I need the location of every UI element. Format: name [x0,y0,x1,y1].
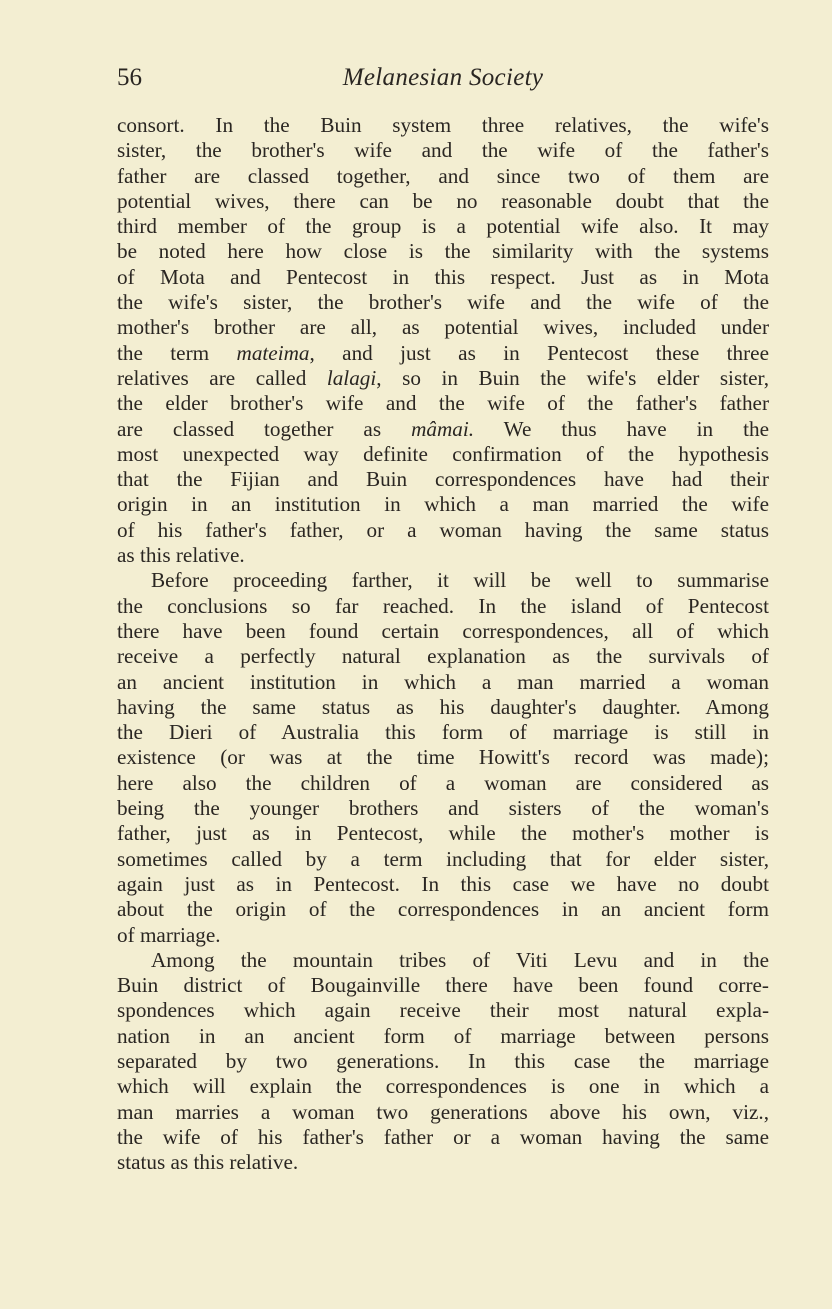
text-line: about the origin of the correspondences in an ancient form [117,897,769,922]
text-line: nation in an ancient form of marriage between persons [117,1023,769,1048]
text-line: potential wives, there can be no reasonable doubt that the [117,188,769,213]
text-line: of his father's father, or a woman having the same status [117,517,769,542]
text-line: of marriage. [117,922,221,947]
text-line: sister, the brother's wife and the wife of the father's [117,138,769,163]
text-line: sometimes called by a term including that for elder sister, [117,846,769,871]
text-line: which will explain the correspondences is one in which a [117,1074,769,1099]
text-line: the term mateima, and just as in Pentecost these three [117,340,769,365]
page-number: 56 [117,64,142,91]
text-line: mother's brother are all, as potential wives, included under [117,315,769,340]
text-line: as this relative. [117,543,245,568]
text-line: be noted here how close is the similarity with the systems [117,239,769,264]
text-line: separated by two generations. In this case the marriage [117,1048,769,1073]
page-header [117,62,769,94]
text-line: having the same status as his daughter's daughter. Among [117,694,769,719]
text-line: spondences which again receive their most natural expla- [117,998,769,1023]
text-line: Buin district of Bougainville there have been found corre- [117,973,769,998]
text-line: here also the children of a woman are considered as [117,770,769,795]
text-line: the Dieri of Australia this form of marriage is still in [117,720,769,745]
text-line: receive a perfectly natural explanation as the survivals of [117,644,769,669]
text-line: third member of the group is a potential wife also. It may [117,214,769,239]
text-line: again just as in Pentecost. In this case we have no doubt [117,871,769,896]
paragraph-1 [117,113,769,568]
text-line: being the younger brothers and sisters of the woman's [117,796,769,821]
text-line: father are classed together, and since two of them are [117,163,769,188]
text-line: the conclusions so far reached. In the island of Pentecost [117,593,769,618]
text-line: are classed together as mâmai. We thus have in the [117,416,769,441]
text-line: there have been found certain correspondences, all of which [117,618,769,643]
text-line: relatives are called lalagi, so in Buin the wife's elder sister, [117,365,769,390]
text-line: the elder brother's wife and the wife of the father's father [117,391,769,416]
text-line: an ancient institution in which a man married a woman [117,669,769,694]
body-text [117,113,769,1175]
text-line: existence (or was at the time Howitt's record was made); [117,745,769,770]
text-line: father, just as in Pentecost, while the mother's mother is [117,821,769,846]
text-line: most unexpected way definite confirmation of the hypothesis [117,441,769,466]
text-line: Among the mountain tribes of Viti Levu and in the [151,947,769,972]
text-line: man marries a woman two generations above his own, viz., [117,1099,769,1124]
text-line: the wife of his father's father or a woman having the same [117,1124,769,1149]
text-line: that the Fijian and Buin correspondences have had their [117,467,769,492]
text-line: of Mota and Pentecost in this respect. Just as in Mota [117,264,769,289]
text-line: Before proceeding farther, it will be well to summarise [151,568,769,593]
paragraph-3 [117,948,769,1176]
text-line: origin in an institution in which a man married the wife [117,492,769,517]
text-line: consort. In the Buin system three relatives, the wife's [117,113,769,137]
paragraph-2 [117,568,769,947]
text-line: status as this relative. [117,1150,299,1175]
text-line: the wife's sister, the brother's wife and the wife of the [117,290,769,315]
running-title: Melanesian Society [342,64,544,91]
